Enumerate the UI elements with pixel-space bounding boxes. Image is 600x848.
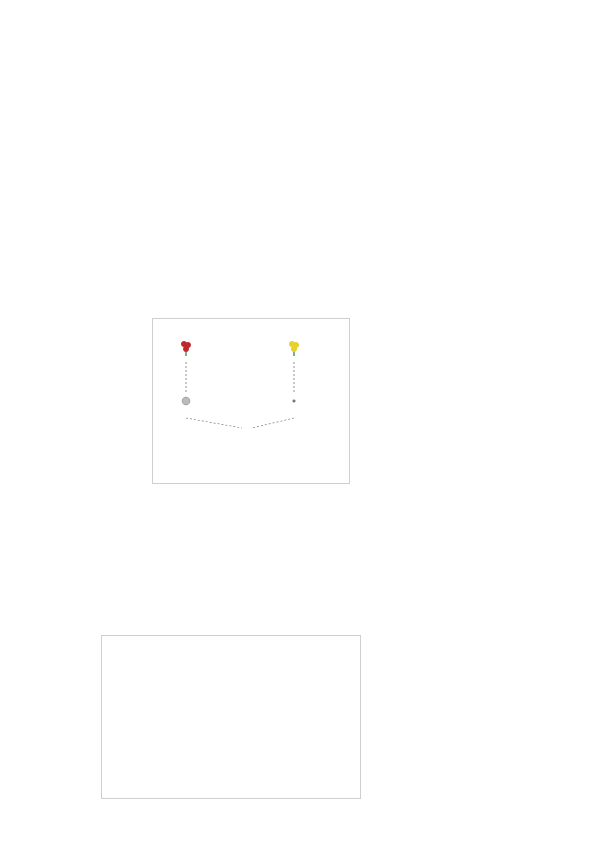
figure-individual-drawing <box>152 318 348 482</box>
side-explanation-1 <box>355 315 533 326</box>
parent-AA-plant <box>181 341 191 356</box>
parent-aa-plant <box>289 341 299 356</box>
figure-individual <box>78 310 350 485</box>
figure-group-drawing <box>101 635 359 797</box>
figure-group <box>18 625 348 805</box>
